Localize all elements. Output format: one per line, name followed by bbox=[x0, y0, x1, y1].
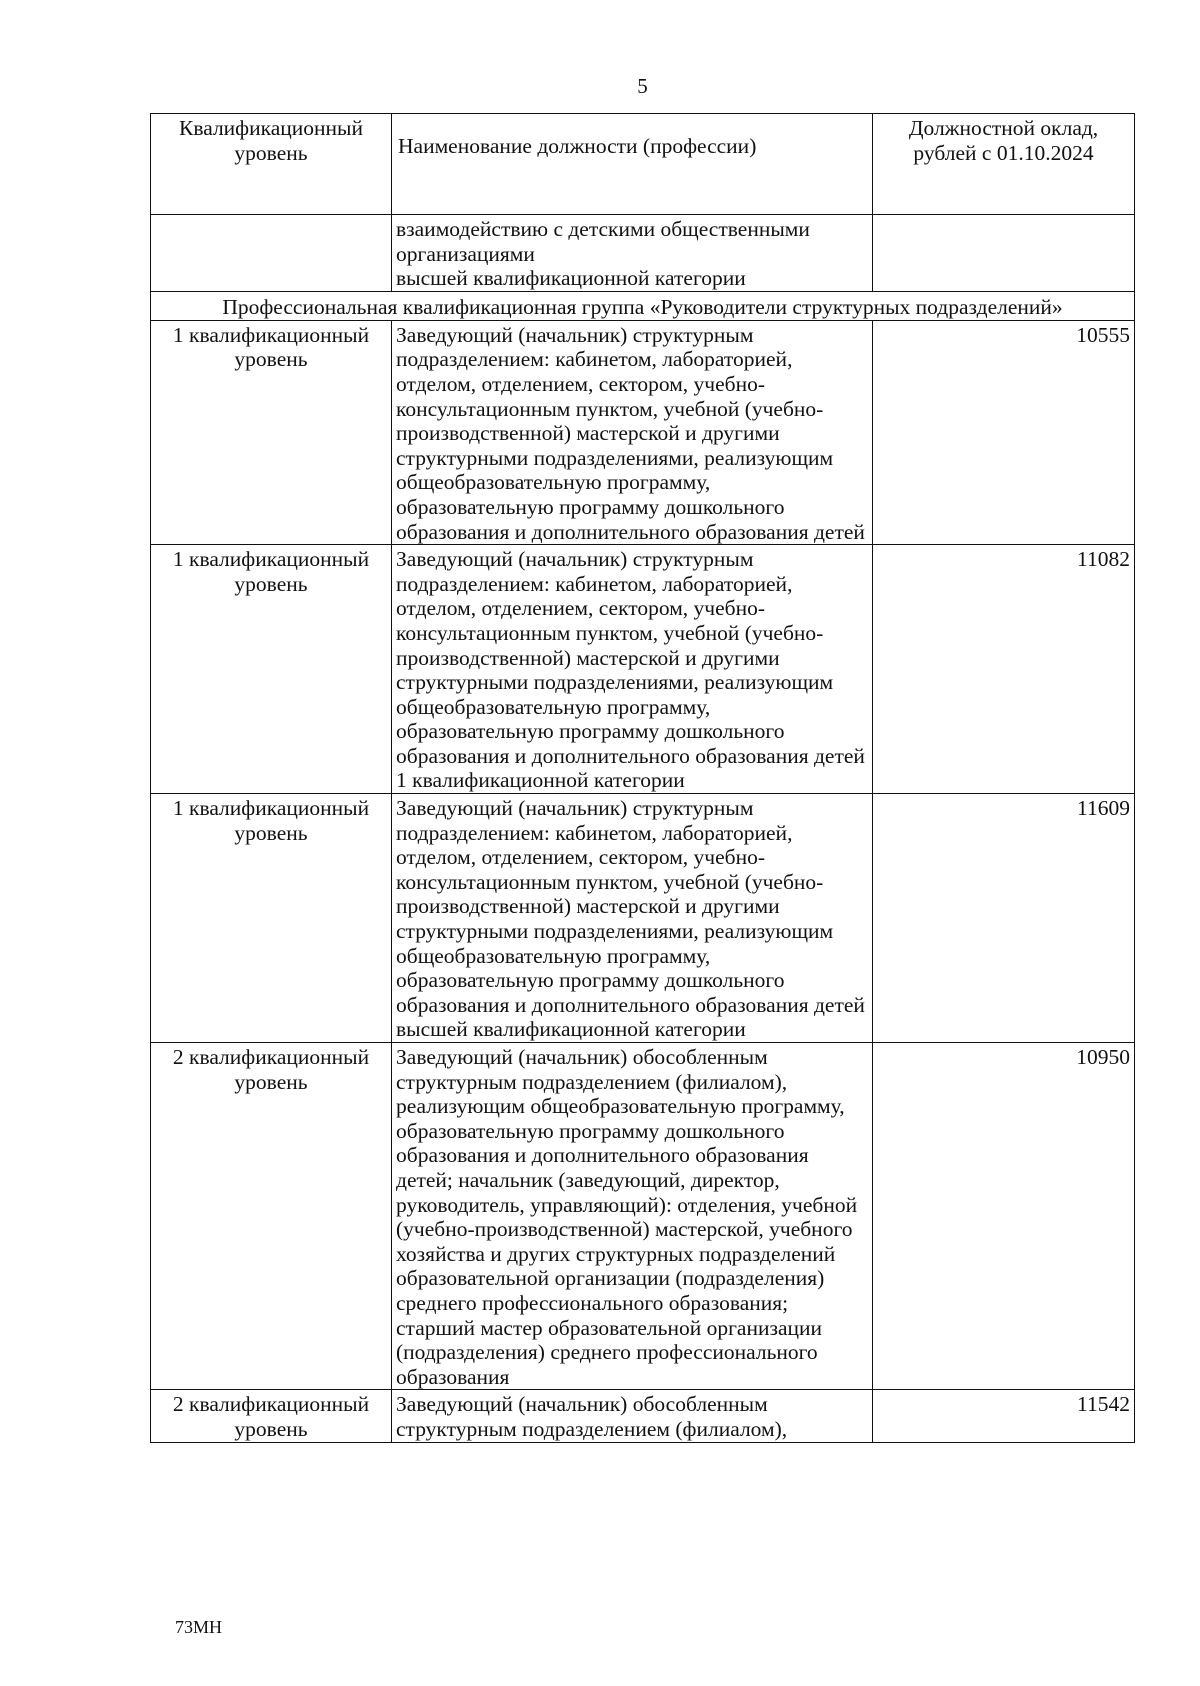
group-row bbox=[151, 291, 1135, 320]
table-header-row bbox=[151, 114, 1135, 215]
continuation-line: взаимодействию с детскими общественными организациями bbox=[396, 217, 810, 266]
position-name bbox=[392, 545, 873, 794]
qualification-level: 1 квалификационный уровень bbox=[151, 794, 392, 1043]
position-name bbox=[392, 1043, 873, 1390]
header-salary: Должностной оклад, рублей с 01.10.2024 bbox=[873, 114, 1135, 215]
position-text: Заведующий (начальник) структурным подразделением: кабинетом, лабораторией, отделом, отделением, сектором, учебно-консультационным пунктом, учебной (учебно-производственной) мастерской и другими структурными подразделениями, реализующим общеобразовательную программу, образовательную программу дошкольного образования и дополнительного образования детей bbox=[396, 547, 865, 768]
position-text: высшей квалификационной категории bbox=[396, 1017, 746, 1042]
continuation-row bbox=[151, 215, 1135, 292]
footer-code: 73МН bbox=[175, 1617, 223, 1637]
table-row bbox=[151, 1043, 1135, 1390]
qualification-level: 1 квалификационный уровень bbox=[151, 545, 392, 794]
qualification-level: 1 квалификационный уровень bbox=[151, 320, 392, 544]
continuation-line: высшей квалификационной категории bbox=[396, 266, 746, 291]
table-row bbox=[151, 794, 1135, 1043]
qualification-level: 2 квалификационный уровень bbox=[151, 1390, 392, 1442]
qualification-level: 2 квалификационный уровень bbox=[151, 1043, 392, 1390]
continuation-salary bbox=[873, 215, 1135, 292]
position-text: Заведующий (начальник) обособленным структурным подразделением (филиалом), реализующим общеобразовательную программу, образовательную программу дошкольного образования и дополнительного образования детей; начальник (заведующий, директор, руководитель, управляющий): отделения, учебной (учебно-производственной) мастерской, учебного хозяйства и других структурных подразделений образовательной организации (подразделения) среднего профессионального образования; старший мастер образовательной организации (подразделения) среднего профессионального образования bbox=[396, 1045, 858, 1389]
header-level: Квалификационный уровень bbox=[151, 114, 392, 215]
header-position: Наименование должности (профессии) bbox=[392, 114, 873, 215]
salary-value: 11082 bbox=[873, 545, 1135, 794]
table-row bbox=[151, 1390, 1135, 1442]
continuation-position bbox=[392, 215, 873, 292]
position-text: Заведующий (начальник) обособленным структурным подразделением (филиалом), bbox=[396, 1392, 788, 1441]
salary-table bbox=[150, 113, 1135, 1443]
table-row bbox=[151, 320, 1135, 544]
table-row bbox=[151, 545, 1135, 794]
salary-value: 11542 bbox=[873, 1390, 1135, 1442]
position-name bbox=[392, 320, 873, 544]
position-name bbox=[392, 794, 873, 1043]
position-text: Заведующий (начальник) структурным подразделением: кабинетом, лабораторией, отделом, отделением, сектором, учебно-консультационным пунктом, учебной (учебно-производственной) мастерской и другими структурными подразделениями, реализующим общеобразовательную программу, образовательную программу дошкольного образования и дополнительного образования детей bbox=[396, 796, 865, 1017]
salary-value: 10950 bbox=[873, 1043, 1135, 1390]
position-name bbox=[392, 1390, 873, 1442]
group-title: Профессиональная квалификационная группа «Руководители структурных подразделений» bbox=[151, 291, 1135, 320]
salary-value: 11609 bbox=[873, 794, 1135, 1043]
salary-value: 10555 bbox=[873, 320, 1135, 544]
continuation-level bbox=[151, 215, 392, 292]
position-text: 1 квалификационной категории bbox=[396, 768, 685, 793]
page-number: 5 bbox=[637, 74, 648, 98]
position-text: Заведующий (начальник) структурным подразделением: кабинетом, лабораторией, отделом, отделением, сектором, учебно-консультационным пунктом, учебной (учебно-производственной) мастерской и другими структурными подразделениями, реализующим общеобразовательную программу, образовательную программу дошкольного образования и дополнительного образования детей bbox=[396, 322, 865, 544]
